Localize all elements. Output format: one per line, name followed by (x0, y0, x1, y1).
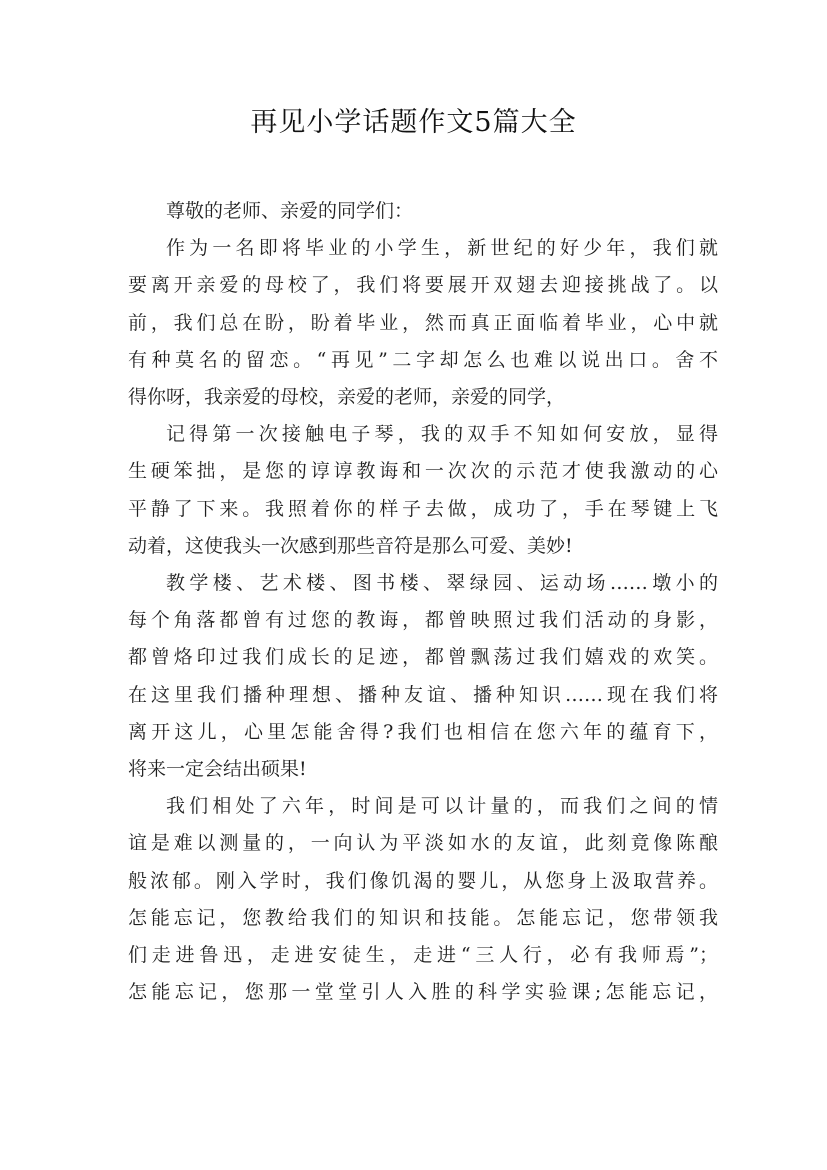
paragraph-line: 我们相处了六年，时间是可以计量的，而我们之间的情 (166, 795, 718, 818)
paragraph-line: 有种莫名的留恋。“再见”二字却怎么也难以说出口。舍不 (128, 348, 718, 371)
paragraph-line: 怎能忘记，您那一堂堂引人入胜的科学实验课;怎能忘记， (128, 981, 718, 1004)
paragraph-line: 教学楼、艺术楼、图书楼、翠绿园、运动场……墩小的 (166, 572, 718, 595)
paragraph-line: 平静了下来。我照着你的样子去做，成功了，手在琴键上飞 (128, 497, 718, 520)
paragraph-line: 得你呀，我亲爱的母校，亲爱的老师，亲爱的同学， (128, 386, 566, 409)
paragraph-line: 都曾烙印过我们成长的足迹，都曾飘荡过我们嬉戏的欢笑。 (128, 646, 718, 669)
paragraph-line: 动着，这使我头一次感到那些音符是那么可爱、美妙! (128, 534, 573, 557)
paragraph-line: 记得第一次接触电子琴，我的双手不知如何安放，显得 (166, 423, 718, 446)
paragraph-3 (128, 565, 718, 788)
document-title: 再见小学话题作文5篇大全 (250, 107, 577, 138)
paragraph-line: 要离开亲爱的母校了，我们将要展开双翅去迎接挑战了。以 (128, 274, 718, 297)
paragraph-4 (128, 788, 718, 1011)
paragraph-line: 在这里我们播种理想、播种友谊、播种知识……现在我们将 (128, 683, 718, 706)
paragraph-line: 作为一名即将毕业的小学生，新世纪的好少年，我们就 (166, 237, 718, 260)
paragraph-line: 们走进鲁迅，走进安徒生，走进“三人行，必有我师焉”； (128, 944, 718, 967)
paragraph-line: 前，我们总在盼，盼着毕业，然而真正面临着毕业，心中就 (128, 311, 718, 334)
paragraph-2 (128, 416, 718, 565)
paragraph-line: 每个角落都曾有过您的教诲，都曾映照过我们活动的身影， (128, 609, 718, 632)
paragraph-1 (128, 230, 718, 416)
document-body (128, 193, 718, 1011)
paragraph-line: 怎能忘记，您教给我们的知识和技能。怎能忘记，您带领我 (128, 906, 718, 929)
paragraph-line: 生硬笨拙，是您的谆谆教诲和一次次的示范才使我激动的心 (128, 460, 718, 483)
salutation: 尊敬的老师、亲爱的同学们： (166, 200, 414, 222)
paragraph-line: 将来一定会结出硕果! (128, 758, 307, 781)
paragraph-line: 谊是难以测量的，一向认为平淡如水的友谊，此刻竟像陈酿 (128, 832, 718, 855)
paragraph-line: 般浓郁。刚入学时，我们像饥渴的婴儿，从您身上汲取营养。 (128, 869, 718, 892)
paragraph-line: 离开这儿，心里怎能舍得?我们也相信在您六年的蕴育下， (128, 720, 718, 743)
